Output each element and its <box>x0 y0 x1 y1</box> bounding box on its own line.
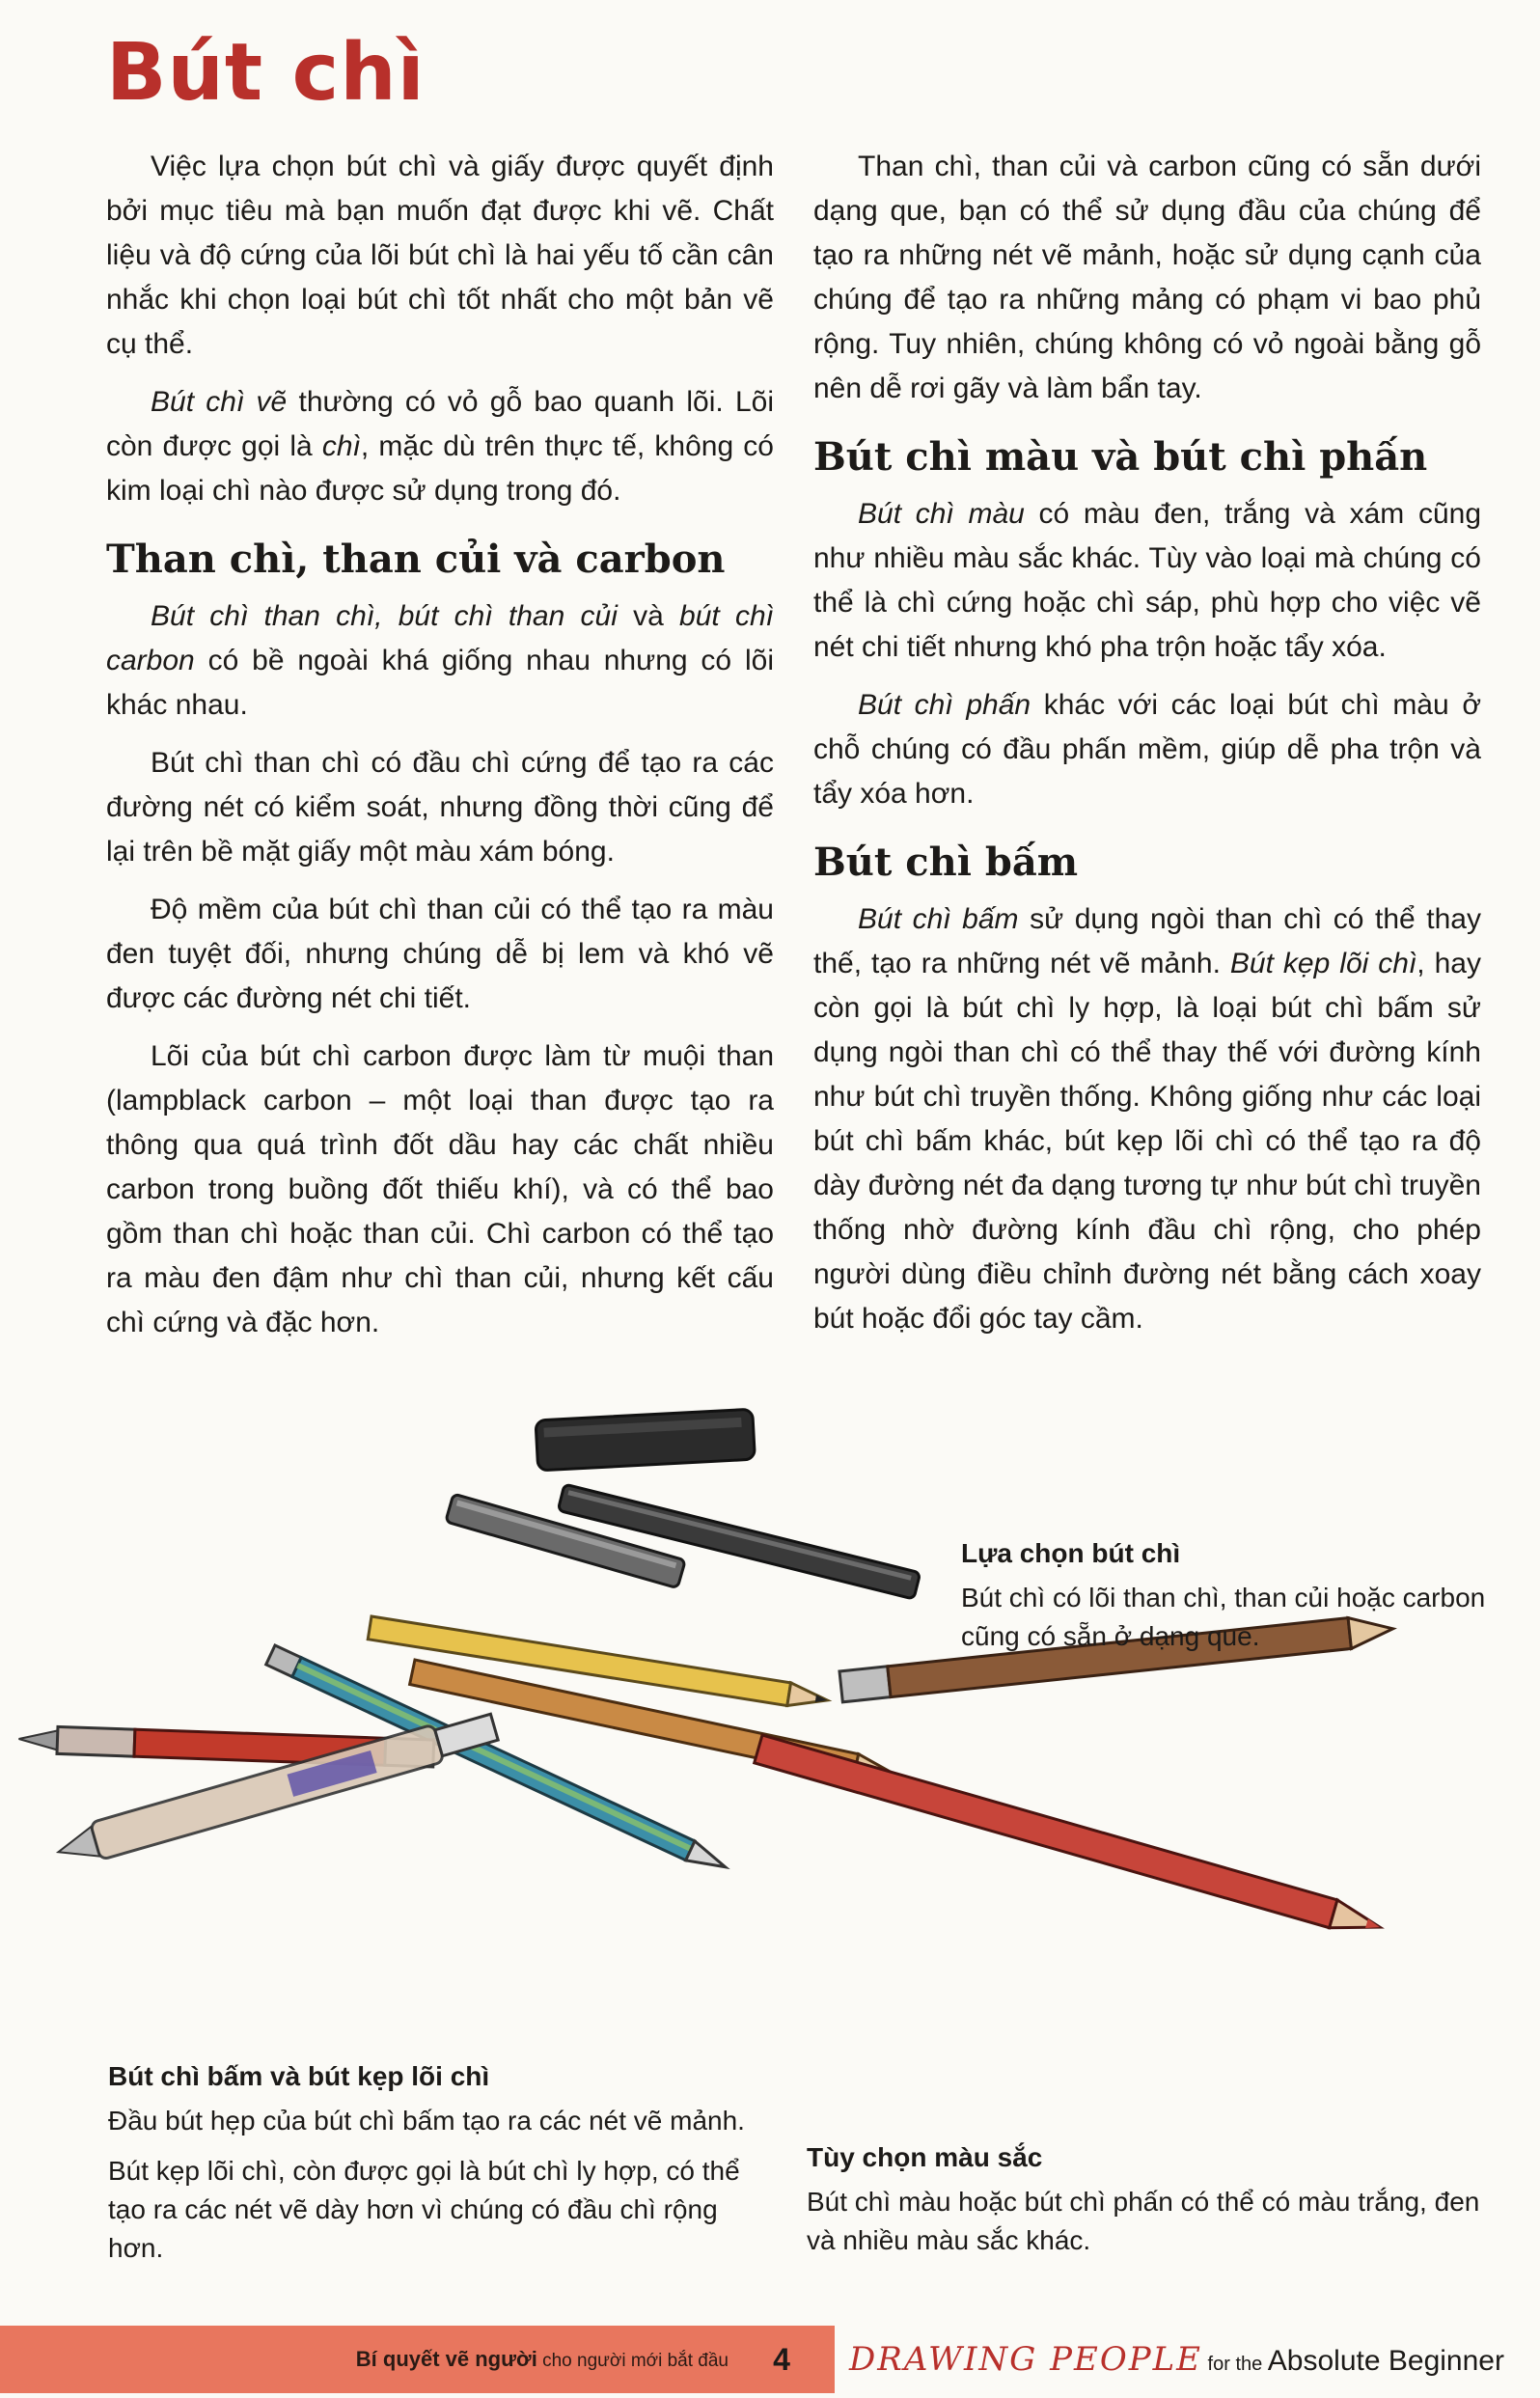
series-rest: Absolute Beginner <box>1267 2345 1504 2377</box>
caption-mechanical-pencils <box>108 2057 764 2279</box>
italic-term: Bút chì than chì, bút chì than củi <box>151 600 618 632</box>
paragraph <box>106 380 774 513</box>
series-for: for the <box>1201 2354 1268 2375</box>
caption-text: Bút chì màu hoặc bút chì phấn có thể có màu trắng, đen và nhiều màu sắc khác. <box>807 2187 1480 2255</box>
paragraph: Than chì, than củi và carbon cũng có sẵn dưới dạng que, bạn có thể sử dụng đầu của chúng để tạo ra những nét vẽ mảnh, hoặc sử dụng cạnh của chúng để tạo ra những mảng có phạm vi bao phủ rộng. Tuy nhiên, chúng không có vỏ ngoài bằng gỗ nên dễ rơi gãy và làm bẩn tay. <box>813 151 1481 404</box>
section-heading: Than chì, than củi và carbon <box>106 537 726 582</box>
caption-title: Tùy chọn màu sắc <box>807 2142 1043 2172</box>
text-run: thường có vỏ gỗ bao quanh lõi. Lõi còn được gọi là <box>106 386 774 462</box>
italic-term: chì <box>321 430 361 462</box>
caption-text: Bút chì có lõi than chì, than củi hoặc carbon cũng có sẵn ở dạng que. <box>961 1583 1486 1651</box>
footer-series-title <box>849 2326 1504 2393</box>
text-run: khác với các loại bút chì màu ở chỗ chúng có đầu phấn mềm, giúp dễ pha trộn và tẩy xóa hơn. <box>813 689 1481 810</box>
red-colored-pencil-icon <box>755 1735 1384 1942</box>
paragraph: Bút chì than chì có đầu chì cứng để tạo ra các đường nét có kiểm soát, nhưng đồng thời cũng để lại trên bề mặt giấy một màu xám bóng. <box>106 747 774 868</box>
caption-choose-pencils <box>961 1534 1501 1668</box>
caption-title: Bút chì bấm và bút kẹp lõi chì <box>108 2061 490 2091</box>
text-run: có màu đen, trắng và xám cũng như nhiều màu sắc khác. Tùy vào loại mà chúng có thể là chì cứng hoặc chì sáp, phù hợp cho việc vẽ nét chi tiết nhưng khó pha trộn hoặc tẩy xóa. <box>813 498 1481 663</box>
italic-term: Bút chì màu <box>858 498 1025 530</box>
right-column <box>813 145 1481 1355</box>
italic-term: Bút kẹp lõi chì <box>1229 948 1417 979</box>
page-number: 4 <box>773 2342 790 2377</box>
section-heading: Bút chì bấm <box>813 840 1079 885</box>
paragraph <box>813 897 1481 1341</box>
page-title: Bút chì <box>106 27 426 119</box>
footer-band <box>0 2326 835 2393</box>
paragraph <box>813 492 1481 670</box>
italic-term: Bút chì phấn <box>858 689 1031 721</box>
footer-book-title-bold: Bí quyết vẽ người <box>355 2347 537 2371</box>
text-run: và <box>617 600 680 632</box>
series-brand: DRAWING PEOPLE <box>849 2340 1202 2379</box>
paragraph: Lõi của bút chì carbon được làm từ muội than (lampblack carbon – một loại than được tạo ra thông qua quá trình đốt dầu hay các chất nhiều carbon trong buồng đốt thiếu khí), và có thể bao gồm than chì hoặc than củi. Chì carbon có thể tạo ra màu đen đậm như chì than củi, nhưng kết cấu chì cứng và đặc hơn. <box>106 1040 774 1338</box>
charcoal-stick-icon <box>536 1409 755 1471</box>
italic-term: bút chì carbon <box>106 600 775 676</box>
text-run: có bề ngoài khá giống nhau nhưng có lõi khác nhau. <box>106 645 774 721</box>
text-run: sử dụng ngòi than chì có thể thay thế, tạo ra những nét vẽ mảnh. <box>813 903 1481 979</box>
italic-term: Bút chì vẽ <box>151 386 288 418</box>
caption-text: Đầu bút hẹp của bút chì bấm tạo ra các nét vẽ mảnh. <box>108 2106 745 2136</box>
paragraph: Việc lựa chọn bút chì và giấy được quyết định bởi mục tiêu mà bạn muốn đạt được khi vẽ. Chất liệu và độ cứng của lõi bút chì là hai yếu tố cần cân nhắc khi chọn loại bút chì tốt nhất cho một bản vẽ cụ thể. <box>106 151 774 360</box>
caption-text: Bút kẹp lõi chì, còn được gọi là bút chì ly hợp, có thể tạo ra các nét vẽ dày hơn vì chúng có đầu chì rộng hơn. <box>108 2156 740 2263</box>
caption-title: Lựa chọn bút chì <box>961 1538 1181 1568</box>
italic-term: Bút chì bấm <box>858 903 1019 935</box>
left-column <box>106 145 774 1359</box>
text-run: , mặc dù trên thực tế, không có kim loại chì nào được sử dụng trong đó. <box>106 430 774 507</box>
paragraph <box>813 683 1481 816</box>
paragraph: Độ mềm của bút chì than củi có thể tạo ra màu đen tuyệt đối, nhưng chúng dễ bị lem và khó vẽ được các đường nét chi tiết. <box>106 894 774 1014</box>
footer-book-title-rest: cho người mới bắt đầu <box>536 2351 729 2371</box>
paragraph <box>106 594 774 728</box>
caption-color-options <box>807 2138 1501 2272</box>
text-run: , hay còn gọi là bút chì ly hợp, là loại bút chì bấm sử dụng ngòi than chì có thể thay thế với đường kính như bút chì truyền thống. Không giống như các loại bút chì bấm khác, bút kẹp lõi chì có thể tạo ra độ dày đường nét đa dạng tương tự như bút chì truyền thống nhờ đường kính đầu chì rộng, cho phép người dùng điều chỉnh đường nét bằng cách xoay bút hoặc đổi góc tay cầm. <box>813 948 1481 1335</box>
pencils-illustration <box>0 1380 1540 2113</box>
section-heading: Bút chì màu và bút chì phấn <box>813 434 1428 480</box>
